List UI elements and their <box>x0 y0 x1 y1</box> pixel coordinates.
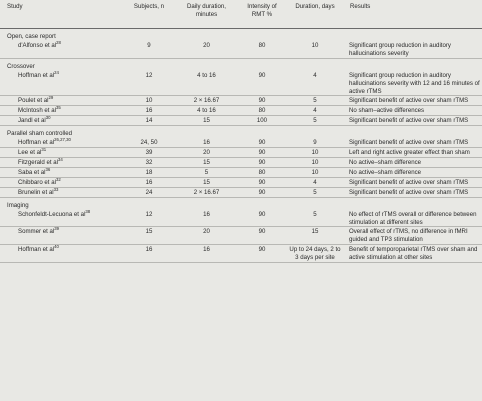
study-name: Chibbaro et al <box>18 178 56 186</box>
duration-cell: 15 <box>174 157 237 167</box>
subjects-cell: 10 <box>122 96 174 106</box>
section-label: Crossover <box>7 62 35 70</box>
table-row <box>0 71 482 96</box>
results-cell: Benefit of temporoparietal rTMS over sham and active stimulation at other sites <box>343 245 482 263</box>
table-row <box>0 157 482 167</box>
subjects-cell: 9 <box>122 41 174 58</box>
results-cell: No sham–active differences <box>343 106 482 116</box>
study-name: d'Alfonso et al <box>18 41 57 49</box>
reference-number: 29 <box>48 95 54 101</box>
subjects-cell: 39 <box>122 148 174 158</box>
table-row <box>0 167 482 177</box>
duration-cell: 16 <box>174 138 237 147</box>
intensity-cell: 80 <box>237 167 285 177</box>
table-row <box>0 138 482 147</box>
days-cell: 5 <box>285 187 343 197</box>
reference-number: 36 <box>45 166 51 172</box>
intensity-cell: 90 <box>237 245 285 263</box>
reference-number: 35 <box>55 105 61 111</box>
results-cell: Significant group reduction in auditory hallucinations severity <box>343 41 482 58</box>
header-results: Results <box>343 0 482 29</box>
subjects-cell: 24 <box>122 187 174 197</box>
intensity-cell: 100 <box>237 116 285 126</box>
duration-cell: 2 × 16.67 <box>174 187 237 197</box>
study-name: Hoffman et al <box>18 71 55 79</box>
results-cell: No effect of rTMS overall or difference between stimulation at different sites <box>343 210 482 227</box>
header-subjects: Subjects, n <box>122 0 174 29</box>
study-cell <box>0 41 122 58</box>
header-duration: Daily duration, minutes <box>174 0 237 29</box>
duration-cell: 20 <box>174 41 237 58</box>
intensity-cell: 90 <box>237 138 285 147</box>
study-cell <box>0 167 122 177</box>
study-name: Lee et al <box>18 149 42 157</box>
table-row <box>0 116 482 126</box>
study-cell <box>0 157 122 167</box>
intensity-cell: 90 <box>237 96 285 106</box>
reference-number: 28 <box>56 39 61 45</box>
study-cell <box>0 96 122 106</box>
section-row <box>0 126 482 138</box>
subjects-cell: 16 <box>122 245 174 263</box>
duration-cell: 2 × 16.67 <box>174 96 237 106</box>
section-label: Imaging <box>7 201 29 209</box>
subjects-cell: 16 <box>122 106 174 116</box>
table-row <box>0 41 482 58</box>
intensity-cell: 90 <box>237 148 285 158</box>
results-cell: No active–sham difference <box>343 157 482 167</box>
duration-cell: 5 <box>174 167 237 177</box>
results-cell: No active–sham difference <box>343 167 482 177</box>
days-cell: 5 <box>285 96 343 106</box>
results-cell: Significant benefit of active over sham rTMS <box>343 187 482 197</box>
table-row <box>0 177 482 187</box>
results-cell: Significant benefit of active over sham rTMS <box>343 177 482 187</box>
subjects-cell: 12 <box>122 71 174 96</box>
study-name: Hoffman et al <box>18 246 55 254</box>
study-cell <box>0 227 122 245</box>
days-cell: 5 <box>285 116 343 126</box>
table-row <box>0 96 482 106</box>
reference-number: 39 <box>54 226 60 232</box>
days-cell: 4 <box>285 71 343 96</box>
results-cell: Significant benefit of active over sham rTMS <box>343 96 482 106</box>
table-row <box>0 227 482 245</box>
duration-cell: 15 <box>174 177 237 187</box>
table-row <box>0 106 482 116</box>
header-row <box>0 0 482 29</box>
study-cell <box>0 187 122 197</box>
duration-cell: 20 <box>174 148 237 158</box>
subjects-cell: 24, 50 <box>122 138 174 147</box>
table-row <box>0 245 482 263</box>
duration-cell: 4 to 16 <box>174 71 237 96</box>
subjects-cell: 14 <box>122 116 174 126</box>
intensity-cell: 90 <box>237 71 285 96</box>
results-cell: Significant benefit of active over sham rTMS <box>343 138 482 147</box>
reference-number: 40 <box>54 244 59 250</box>
study-name: Jandl et al <box>18 117 46 125</box>
results-cell: Significant group reduction in auditory hallucinations severity with 12 and 16 minutes of active rTMS <box>343 71 482 96</box>
days-cell: 10 <box>285 148 343 158</box>
days-cell: 10 <box>285 41 343 58</box>
subjects-cell: 12 <box>122 210 174 227</box>
study-cell <box>0 177 122 187</box>
study-name: Fitzgerald et al <box>18 158 58 166</box>
study-cell <box>0 138 122 147</box>
table-row <box>0 148 482 158</box>
table-row <box>0 187 482 197</box>
study-cell <box>0 106 122 116</box>
study-cell <box>0 210 122 227</box>
reference-number: 34 <box>57 156 63 162</box>
reference-number: 33 <box>53 186 59 192</box>
section-row <box>0 197 482 209</box>
days-cell: 10 <box>285 167 343 177</box>
intensity-cell: 90 <box>237 157 285 167</box>
days-cell: Up to 24 days, 2 to 3 days per site <box>285 245 343 263</box>
study-name: Saba et al <box>18 168 46 176</box>
header-days: Duration, days <box>285 0 343 29</box>
reference-number: 24 <box>54 69 59 75</box>
duration-cell: 15 <box>174 116 237 126</box>
duration-cell: 20 <box>174 227 237 245</box>
study-name: Schonfeldt-Lecuona et al <box>18 210 86 218</box>
reference-number: 38 <box>85 208 91 214</box>
results-cell: Overall effect of rTMS, no difference in fMRI guided and TP3 stimulation <box>343 227 482 245</box>
intensity-cell: 90 <box>237 177 285 187</box>
header-study: Study <box>0 0 122 29</box>
reference-number: 26,27,30 <box>54 137 71 143</box>
duration-cell: 16 <box>174 210 237 227</box>
days-cell: 4 <box>285 177 343 187</box>
study-name: McIntosh et al <box>18 107 56 115</box>
section-label: Open, case report <box>7 33 56 40</box>
table-row <box>0 210 482 227</box>
section-row <box>0 58 482 70</box>
study-cell <box>0 245 122 263</box>
reference-number: 32 <box>55 176 61 182</box>
reference-number: 30 <box>45 115 51 121</box>
subjects-cell: 32 <box>122 157 174 167</box>
subjects-cell: 16 <box>122 177 174 187</box>
study-name: Sommer et al <box>18 228 55 236</box>
days-cell: 10 <box>285 157 343 167</box>
days-cell: 4 <box>285 106 343 116</box>
section-row <box>0 29 482 41</box>
study-name: Hoffman et al <box>18 139 55 147</box>
intensity-cell: 90 <box>237 210 285 227</box>
study-name: Poulet et al <box>18 97 49 105</box>
intensity-cell: 90 <box>237 227 285 245</box>
subjects-cell: 18 <box>122 167 174 177</box>
header-intensity: Intensity of RMT % <box>237 0 285 29</box>
section-label: Parallel sham controlled <box>7 130 73 138</box>
duration-cell: 4 to 16 <box>174 106 237 116</box>
days-cell: 5 <box>285 210 343 227</box>
intensity-cell: 80 <box>237 106 285 116</box>
intensity-cell: 90 <box>237 187 285 197</box>
study-name: Brunelin et al <box>18 188 54 196</box>
intensity-cell: 80 <box>237 41 285 58</box>
results-cell: Left and right active greater effect than sham <box>343 148 482 158</box>
reference-number: 31 <box>41 147 47 153</box>
results-cell: Significant benefit of active over sham rTMS <box>343 116 482 126</box>
study-cell <box>0 71 122 96</box>
duration-cell: 16 <box>174 245 237 263</box>
subjects-cell: 15 <box>122 227 174 245</box>
days-cell: 15 <box>285 227 343 245</box>
days-cell: 9 <box>285 138 343 147</box>
study-cell <box>0 116 122 126</box>
